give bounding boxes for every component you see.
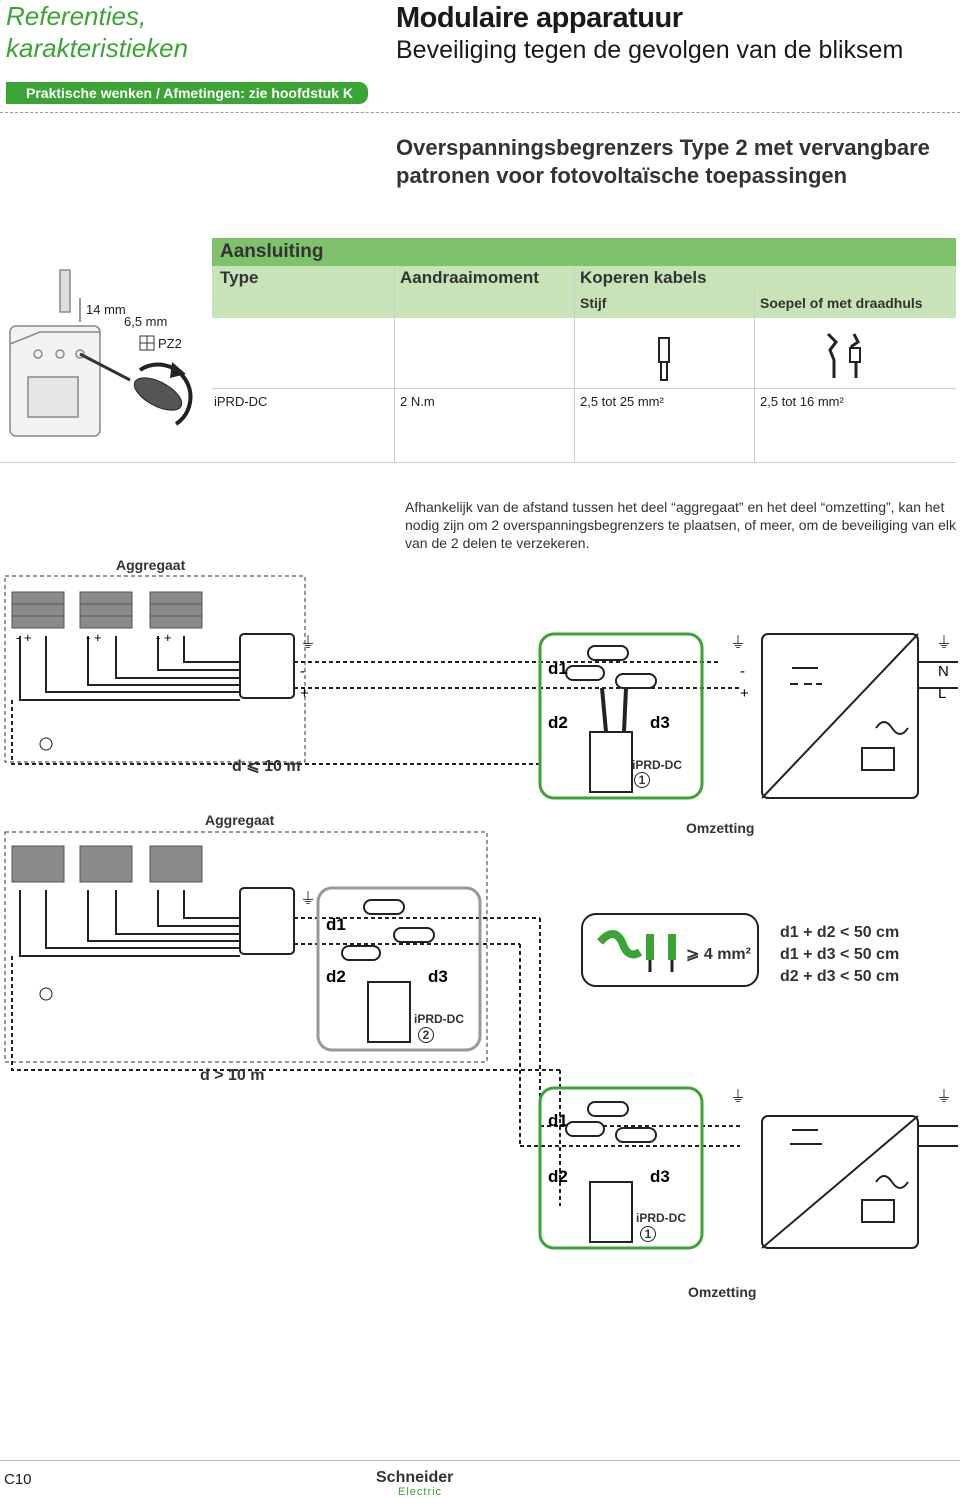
svg-text:d2: d2	[548, 1167, 568, 1186]
table-title: Aansluiting	[212, 238, 956, 266]
nav-link-bar[interactable]: Praktische wenken / Afmetingen: zie hoofdstuk K	[6, 82, 368, 104]
screwdriver-label: PZ2	[158, 336, 182, 351]
svg-text:+: +	[300, 685, 309, 702]
table-bottom	[0, 462, 956, 463]
device-number-2a: 2	[418, 1027, 434, 1043]
svg-text:⏚: ⏚	[730, 1089, 747, 1106]
svg-text:-: -	[300, 663, 305, 680]
distance-label-2: d > 10 m	[200, 1067, 265, 1084]
col-type: Type	[220, 268, 259, 287]
rule-2: d1 + d3 < 50 cm	[780, 946, 900, 963]
svg-text:⏚: ⏚	[936, 1089, 953, 1106]
svg-text:⏚: ⏚	[300, 635, 317, 652]
row-flexible: 2,5 tot 16 mm²	[760, 394, 844, 409]
distance-label-1: d ⩽ 10 m	[232, 758, 301, 775]
d3-label: d3	[650, 713, 670, 732]
section-title: Referenties, karakteristieken	[6, 1, 189, 63]
conversion-label-1: Omzetting	[686, 820, 755, 836]
device-label-2a: iPRD-DC	[414, 1012, 464, 1026]
device-number-1: 1	[634, 772, 650, 788]
diagram-dual-spd	[0, 826, 960, 1256]
device-screwdriver-illustration	[0, 262, 205, 442]
svg-text:d1: d1	[326, 915, 346, 934]
svg-text:L: L	[938, 685, 947, 702]
header-divider	[0, 112, 960, 113]
description-paragraph: Afhankelijk van de afstand tussen het deel “aggregaat” en het deel “omzetting”, kan het nodig zijn om 2 overspanningsbegrenzers te plaatsen, of meer, om de beveiliging van elk van de 2 delen te verzekeren.	[405, 499, 956, 551]
rule-1: d1 + d2 < 50 cm	[780, 924, 900, 941]
brand-name: Schneider	[376, 1469, 454, 1486]
col-flexible: Soepel of met draadhuls	[760, 295, 923, 311]
flexible-cable-icon	[820, 330, 870, 382]
row-rigid: 2,5 tot 25 mm²	[580, 394, 664, 409]
brand-subname: Electric	[398, 1486, 443, 1498]
svg-text:⏚: ⏚	[730, 635, 747, 652]
page-subtitle: Beveiliging tegen de gevolgen van de bliksem	[396, 36, 904, 64]
blade-width-label: 6,5 mm	[124, 314, 168, 329]
table-col-divider	[574, 266, 575, 462]
svg-text:d3: d3	[650, 1167, 670, 1186]
device-number-2b: 1	[640, 1226, 656, 1242]
d2-label: d2	[548, 713, 568, 732]
aggregate-label-2: Aggregaat	[205, 812, 275, 828]
svg-text:-: -	[740, 663, 745, 680]
solar-panels	[12, 592, 202, 628]
row-torque: 2 N.m	[400, 394, 435, 409]
svg-text:⏚: ⏚	[300, 891, 317, 908]
row-type: iPRD-DC	[214, 394, 268, 409]
minus-label: - +	[16, 630, 32, 645]
page-title: Modulaire apparatuur	[396, 2, 683, 34]
device-label-1: iPRD-DC	[632, 758, 682, 772]
section-heading: Overspanningsbegrenzers Type 2 met vervangbare patronen voor fotovoltaïsche toepassingen	[396, 135, 930, 188]
svg-text:⏚: ⏚	[936, 635, 953, 652]
col-cables: Koperen kabels	[580, 268, 707, 287]
col-torque: Aandraaimoment	[400, 268, 539, 287]
svg-text:N: N	[938, 663, 949, 680]
device-label-2b: iPRD-DC	[636, 1211, 686, 1225]
aggregate-label-1: Aggregaat	[116, 557, 186, 573]
svg-text:+: +	[740, 685, 749, 702]
svg-text:d1: d1	[548, 1111, 568, 1130]
svg-text:d3: d3	[428, 967, 448, 986]
d1-label: d1	[548, 659, 568, 678]
wire-size-label: ⩾ 4 mm²	[686, 946, 751, 963]
brand-logo	[376, 1470, 453, 1498]
diagram-single-spd	[0, 570, 960, 810]
svg-text:- +: - +	[156, 630, 172, 645]
conversion-label-2: Omzetting	[688, 1284, 757, 1300]
svg-text:d2: d2	[326, 967, 346, 986]
table-col-divider	[754, 290, 755, 462]
table-col-divider	[394, 266, 395, 462]
strip-length-label: 14 mm	[86, 302, 126, 317]
col-rigid: Stijf	[580, 295, 607, 311]
rigid-cable-icon	[650, 330, 680, 382]
table-row-divider	[212, 388, 956, 389]
footer-divider	[0, 1460, 960, 1461]
page-number: C10	[4, 1471, 32, 1488]
svg-text:- +: - +	[86, 630, 102, 645]
rule-3: d2 + d3 < 50 cm	[780, 968, 900, 985]
